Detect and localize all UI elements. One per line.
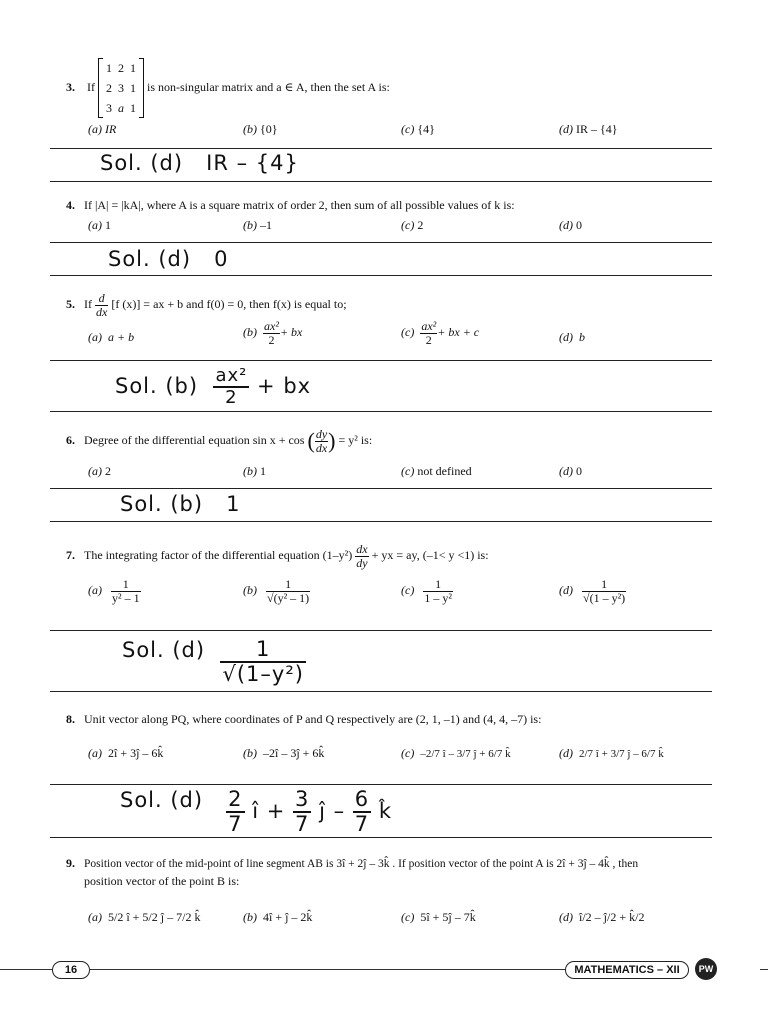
derivative-operator: $\frac{d}{dx}$ [96,291,108,319]
option-c: (c) $\frac{\text{ax²}}{2}$ + bx + c [401,319,480,347]
footer-rule [90,969,566,970]
option-b: (b) $\frac{1}{\text{√(y² – 1)}}$ [243,577,310,605]
question-text: Position vector of the mid-point of line segment AB is 3î + 2ĵ – 3k̂ . If position vector of the point A is 2î + 3ĵ – 4k̂ , then [84,858,639,870]
subject-label: MATHEMATICS – XII [565,961,689,979]
option-c: (c) {4} [401,122,435,136]
option-b: (b) {0} [243,122,278,136]
matrix: 1 2 1 2 3 1 3 a 1 [98,58,144,118]
option-b: (b) $\frac{\text{ax²}}{2}$ + bx [243,319,303,347]
handwritten-solution: Sol. (d) $\frac{2}{7}$ î + $\frac{3}{7}$ ĵ – $\frac{6}{7}$ k̂ [120,787,393,837]
handwritten-solution: Sol. (d) $\frac{1}{\text{√(1–y²)}}$ [122,637,304,687]
question-5 [66,292,347,318]
question-number: 3. [66,79,75,94]
question-text: [f (x)] = ax + b and f(0) = 0, then f(x) is equal to; [111,296,347,311]
option-c: (c) 5î + 5ĵ – 7k̂ [401,910,476,924]
option-b: (b) 4î + ĵ – 2k̂ [243,910,313,924]
option-d: (d) 2/7 î + 3/7 ĵ – 6/7 k̂ [559,746,664,760]
page-number: 16 [52,961,90,979]
handwritten-solution: Sol. (d) 0 [108,247,229,271]
option-c: (c) –2/7 î – 3/7 ĵ + 6/7 k̂ [401,746,511,760]
question-8 [66,712,541,726]
handwritten-solution: Sol. (b) 1 [120,492,241,516]
question-3 [66,58,390,118]
question-number: 9. [66,856,75,870]
option-a: (a) 1 [88,218,111,232]
footer-rule [0,969,52,970]
question-9 [66,856,726,871]
option-d: (d) $\frac{1}{\text{√(1 – y²)}}$ [559,577,626,605]
question-4 [66,198,515,212]
question-6: 6. Degree of the differential equation sin x + cos ( $\frac{dy}{dx}$ ) = y² is: [66,427,373,455]
question-text: If [84,296,92,311]
footer-rule [760,969,768,970]
option-b: (b) –2î – 3ĵ + 6k̂ [243,746,325,760]
question-9-cont [84,874,239,888]
option-c: (c) 2 [401,218,424,232]
question-text: If |A| = |kA|, where A is a square matrix of order 2, then sum of all possible values of k is: [84,198,515,212]
publisher-logo-icon: PW [695,958,717,980]
question-text: + yx = ay, (–1< y <1) is: [371,547,489,562]
option-b: (b) 1 [243,464,266,478]
question-number: 8. [66,712,75,726]
option-d: (d) b [559,330,585,344]
option-c: (c) not defined [401,464,472,478]
option-d: (d) 0 [559,218,582,232]
option-a: (a) $\frac{1}{\text{y² – 1}}$ [88,577,140,605]
question-7: 7. The integrating factor of the differential equation (1–y²) $\frac{dx}{dy}$ + yx = ay, (–1< y <1) is: [66,542,489,570]
option-a: (a) 5/2 î + 5/2 ĵ – 7/2 k̂ [88,910,201,924]
question-number: 5. [66,296,75,311]
option-a: (a) 2 [88,464,111,478]
option-b: (b) –1 [243,218,272,232]
question-text: The integrating factor of the differential equation (1–y²) [84,547,353,562]
handwritten-solution: Sol. (b) $\frac{\text{ax²}}{2}$ + bx [115,365,312,408]
handwritten-solution: Sol. (d) IR – {4} [100,151,299,175]
question-number: 7. [66,547,75,562]
question-text: Degree of the differential equation sin x + cos [84,432,305,447]
question-text: is non-singular matrix and a ∈ A, then the set A is: [147,79,390,94]
question-number: 6. [66,432,75,447]
option-a: (a) a + b [88,330,135,344]
option-d: (d) î/2 – ĵ/2 + k̂/2 [559,910,645,924]
question-number: 4. [66,198,75,212]
option-a: (a) IR [88,122,117,136]
option-c: (c) $\frac{1}{\text{1 – y²}}$ [401,577,452,605]
option-d: (d) 0 [559,464,582,478]
question-text: = y² is: [338,432,373,447]
question-text: If [87,79,95,94]
option-a: (a) 2î + 3ĵ – 6k̂ [88,746,164,760]
option-d: (d) IR – {4} [559,122,618,136]
question-text: Unit vector along PQ, where coordinates of P and Q respectively are (2, 1, –1) and (4, 4, –7) is: [84,712,542,726]
question-text: position vector of the point B is: [84,874,240,888]
